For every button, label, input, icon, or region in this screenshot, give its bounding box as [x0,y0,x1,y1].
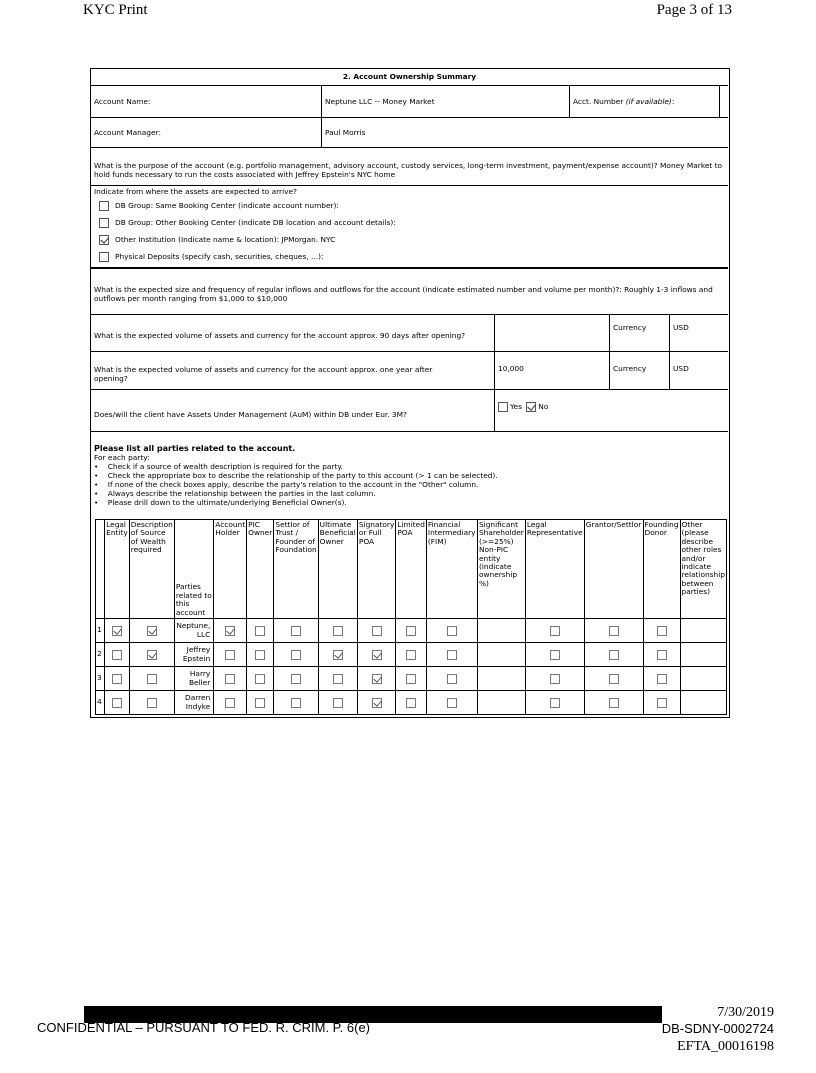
aum-yes-checkbox[interactable] [498,402,508,412]
col-header-account-holder: Account Holder [214,520,247,619]
origin-physical-deposits-checkbox[interactable] [99,252,109,262]
origin-option-physical-deposits[interactable] [99,252,323,262]
party-grantor-checkbox[interactable] [609,674,619,684]
parties-instructions [91,432,728,519]
party-legal-entity-checkbox[interactable] [112,650,122,660]
volume-year-question: What is the expected volume of assets and currency for the account approx. one year after opening? [91,352,494,390]
party-founding-donor-cell [643,619,680,643]
assets-origin-question: Indicate from where the assets are expected to arrive? [94,187,297,196]
party-settlor-checkbox[interactable] [291,626,301,636]
party-fim-cell [426,691,477,715]
party-account-holder-cell [214,691,247,715]
party-ultimate-bo-checkbox[interactable] [333,650,343,660]
party-legal-rep-checkbox[interactable] [550,698,560,708]
party-grantor-cell [584,691,643,715]
party-founding-donor-checkbox[interactable] [657,674,667,684]
party-pic-owner-cell [247,619,274,643]
party-signatory-cell [357,619,395,643]
print-header-title: KYC Print [83,2,148,18]
party-name: Harry Beller [174,667,213,691]
parties-header-row [96,520,727,619]
col-header-parties: Parties related to this account [174,520,213,619]
party-significant-cell [477,667,525,691]
col-header-limited-poa: Limited POA [396,520,427,619]
party-legal-rep-cell [525,619,584,643]
account-ownership-form [90,68,730,718]
party-limited-poa-cell [396,619,427,643]
party-legal-rep-cell [525,691,584,715]
party-ultimate-bo-checkbox[interactable] [333,674,343,684]
party-ultimate-bo-cell [318,691,357,715]
party-signatory-cell [357,643,395,667]
party-grantor-cell [584,619,643,643]
account-name-label: Account Name: [91,86,321,118]
party-grantor-checkbox[interactable] [609,650,619,660]
origin-option-other-institution[interactable] [99,235,335,245]
party-pic-owner-checkbox[interactable] [255,626,265,636]
account-name-value: Neptune LLC -- Money Market [321,86,569,118]
volume-90-value[interactable] [494,314,609,352]
parties-bullet: • Please drill down to the ultimate/underlying Beneficial Owner(s). [94,498,347,507]
party-fim-cell [426,619,477,643]
party-other-cell [680,643,726,667]
account-manager-value: Paul Morris [321,118,728,148]
party-account-holder-checkbox[interactable] [225,674,235,684]
col-header-legal-rep: Legal Representative [525,520,584,619]
confidential-notice: CONFIDENTIAL – PURSUANT TO FED. R. CRIM. P. 6(e) [37,1020,371,1035]
parties-bullet-text: Always describe the relationship between the parties in the last column. [107,489,376,498]
party-legal-entity-checkbox[interactable] [112,674,122,684]
party-pic-owner-cell [247,643,274,667]
party-row-number: 3 [96,667,105,691]
footer-date: 7/30/2019 [717,1005,774,1020]
party-other-cell [680,619,726,643]
volume-year-value[interactable]: 10,000 [494,352,609,390]
party-name: Jeffrey Epstein [174,643,213,667]
party-account-holder-checkbox[interactable] [225,650,235,660]
party-row-number: 1 [96,619,105,643]
volume-year-currency-label: Currency [609,352,669,390]
party-fim-checkbox[interactable] [447,650,457,660]
parties-table [95,519,727,715]
col-header-number [96,520,105,619]
origin-other-institution-checkbox[interactable] [99,235,109,245]
col-header-settlor: Settlor of Trust / Founder of Foundation [274,520,318,619]
party-limited-poa-checkbox[interactable] [406,650,416,660]
party-legal-entity-cell [105,643,130,667]
party-legal-rep-checkbox[interactable] [550,650,560,660]
party-ultimate-bo-cell [318,667,357,691]
parties-bullet-text: Check if a source of wealth description is required for the party. [107,462,344,471]
party-legal-entity-checkbox[interactable] [112,698,122,708]
origin-option-same-center[interactable] [99,201,339,211]
party-grantor-checkbox[interactable] [609,698,619,708]
party-founding-donor-checkbox[interactable] [657,698,667,708]
volume-90-question: What is the expected volume of assets and currency for the account approx. 90 days after opening? [91,314,494,352]
party-ultimate-bo-cell [318,643,357,667]
volume-90-currency-label: Currency [609,314,669,352]
party-settlor-checkbox[interactable] [291,674,301,684]
party-account-holder-cell [214,643,247,667]
party-legal-entity-cell [105,691,130,715]
party-limited-poa-cell [396,643,427,667]
party-legal-entity-cell [105,667,130,691]
party-legal-rep-cell [525,643,584,667]
party-row-number: 2 [96,643,105,667]
party-settlor-cell [274,691,318,715]
parties-bullet-text: Please drill down to the ultimate/underlying Beneficial Owner(s). [107,498,347,507]
aum-question: Does/will the client have Assets Under Management (AuM) within DB under Eur. 3M? [91,390,494,432]
origin-same-center-label: DB Group: Same Booking Center (indicate account number): [115,201,339,210]
party-name: Darren Indyke [174,691,213,715]
party-ultimate-bo-checkbox[interactable] [333,698,343,708]
party-signatory-checkbox[interactable] [372,698,382,708]
party-legal-entity-checkbox[interactable] [112,626,122,636]
party-row-number: 4 [96,691,105,715]
party-description-checkbox[interactable] [147,698,157,708]
party-name: Neptune, LLC [174,619,213,643]
party-row [96,619,727,643]
parties-bullet: • If none of the check boxes apply, describe the party's relation to the account in the "Other" column. [94,480,479,489]
party-description-checkbox[interactable] [147,674,157,684]
party-pic-owner-cell [247,667,274,691]
acct-number-field[interactable] [719,86,728,118]
aum-no-label: No [538,402,549,411]
col-header-legal-entity: Legal Entity [105,520,130,619]
party-description-checkbox[interactable] [147,650,157,660]
party-row [96,643,727,667]
party-signatory-checkbox[interactable] [372,650,382,660]
party-account-holder-cell [214,619,247,643]
party-signatory-checkbox[interactable] [372,674,382,684]
party-description-cell [129,643,174,667]
parties-title: Please list all parties related to the account. [94,444,296,453]
party-limited-poa-cell [396,667,427,691]
footer-efta: EFTA_00016198 [677,1039,774,1054]
col-header-other: Other (please describe other roles and/or indicate relationship between parties) [680,520,726,619]
party-fim-checkbox[interactable] [447,674,457,684]
flows-question: What is the expected size and frequency of regular inflows and outflows for the account (indicate estimated number and volume per month)?: Roughly 1-3 inflows and outflows per month ranging from $1,000 to $10,000 [91,268,728,306]
acct-number-hint: (if available) [625,97,672,106]
party-limited-poa-checkbox[interactable] [406,626,416,636]
party-pic-owner-checkbox[interactable] [255,698,265,708]
party-description-cell [129,691,174,715]
parties-for-each: For each party: [94,453,150,462]
col-header-founding-donor: Founding Donor [643,520,680,619]
party-fim-checkbox[interactable] [447,698,457,708]
party-grantor-checkbox[interactable] [609,626,619,636]
party-ultimate-bo-checkbox[interactable] [333,626,343,636]
party-legal-rep-checkbox[interactable] [550,674,560,684]
party-grantor-cell [584,667,643,691]
aum-answer [494,390,728,432]
origin-other-institution-label: Other Institution (Indicate name & location): JPMorgan. NYC [115,235,336,244]
party-legal-rep-cell [525,667,584,691]
party-other-cell [680,691,726,715]
party-row [96,691,727,715]
party-grantor-cell [584,643,643,667]
parties-bullet: • Check if a source of wealth description is required for the party. [94,462,344,471]
party-founding-donor-cell [643,643,680,667]
party-fim-cell [426,667,477,691]
party-description-cell [129,619,174,643]
party-account-holder-checkbox[interactable] [225,626,235,636]
party-significant-cell [477,691,525,715]
volume-year-currency-value[interactable]: USD [669,352,728,390]
col-header-ultimate-bo: Ultimate Beneficial Owner [318,520,357,619]
party-significant-cell [477,643,525,667]
parties-rows [96,619,727,715]
col-header-fim: Financial Intermediary (FIM) [426,520,477,619]
party-signatory-checkbox[interactable] [372,626,382,636]
purpose-question: What is the purpose of the account (e.g. portfolio management, advisory account, custody services, long-term investment, payment/expense account)? Money Market to hold funds necessary to run the costs associated with Jeffrey Epstein's NYC home [91,148,728,186]
col-header-signatory: Signatory or Full POA [357,520,395,619]
party-settlor-checkbox[interactable] [291,698,301,708]
party-description-cell [129,667,174,691]
party-limited-poa-checkbox[interactable] [406,674,416,684]
acct-number-text: Acct. Number [573,97,626,106]
aum-no-checkbox[interactable] [526,402,536,412]
party-row [96,667,727,691]
aum-yes-label: Yes [510,402,522,411]
origin-physical-deposits-label: Physical Deposits (specify cash, securities, cheques, ...): [115,252,324,261]
origin-option-other-center[interactable] [99,218,396,228]
party-other-cell [680,667,726,691]
account-manager-label: Account Manager: [91,118,321,148]
col-header-pic-owner: PIC Owner [247,520,274,619]
party-founding-donor-checkbox[interactable] [657,626,667,636]
party-signatory-cell [357,691,395,715]
page-number: Page 3 of 13 [656,2,732,18]
acct-number-label [569,86,719,118]
footer-bates: DB-SDNY-0002724 [661,1021,774,1036]
parties-bullet: • Check the appropriate box to describe the relationship of the party to this account (> 1 can be selected). [94,471,498,480]
party-limited-poa-cell [396,691,427,715]
party-pic-owner-checkbox[interactable] [255,674,265,684]
party-founding-donor-checkbox[interactable] [657,650,667,660]
origin-other-center-checkbox[interactable] [99,218,109,228]
acct-number-colon: : [671,97,675,106]
party-pic-owner-checkbox[interactable] [255,650,265,660]
party-settlor-cell [274,619,318,643]
col-header-grantor: Grantor/Settlor [584,520,643,619]
col-header-significant: Significant Shareholder (>=25%) Non-PIC entity (indicate ownership %) [477,520,525,619]
party-account-holder-cell [214,667,247,691]
col-header-description: Description of Source of Wealth required [129,520,174,619]
party-settlor-cell [274,643,318,667]
party-legal-rep-checkbox[interactable] [550,626,560,636]
origin-other-center-label: DB Group: Other Booking Center (indicate DB location and account details): [115,218,396,227]
party-settlor-checkbox[interactable] [291,650,301,660]
party-fim-cell [426,643,477,667]
party-signatory-cell [357,667,395,691]
party-limited-poa-checkbox[interactable] [406,698,416,708]
party-founding-donor-cell [643,667,680,691]
section-title: 2. Account Ownership Summary [91,69,728,86]
party-founding-donor-cell [643,691,680,715]
parties-bullet-text: If none of the check boxes apply, describe the party's relation to the account in the "Other" column. [107,480,479,489]
parties-bullet-text: Check the appropriate box to describe the relationship of the party to this account (> 1 can be selected). [107,471,498,480]
party-description-checkbox[interactable] [147,626,157,636]
party-fim-checkbox[interactable] [447,626,457,636]
party-pic-owner-cell [247,691,274,715]
parties-bullet: • Always describe the relationship between the parties in the last column. [94,489,376,498]
party-significant-cell [477,619,525,643]
party-account-holder-checkbox[interactable] [225,698,235,708]
party-settlor-cell [274,667,318,691]
party-ultimate-bo-cell [318,619,357,643]
assets-origin-block [91,186,728,268]
party-legal-entity-cell [105,619,130,643]
origin-same-center-checkbox[interactable] [99,201,109,211]
volume-90-currency-value[interactable]: USD [669,314,728,352]
parties-table-wrap [95,519,727,717]
